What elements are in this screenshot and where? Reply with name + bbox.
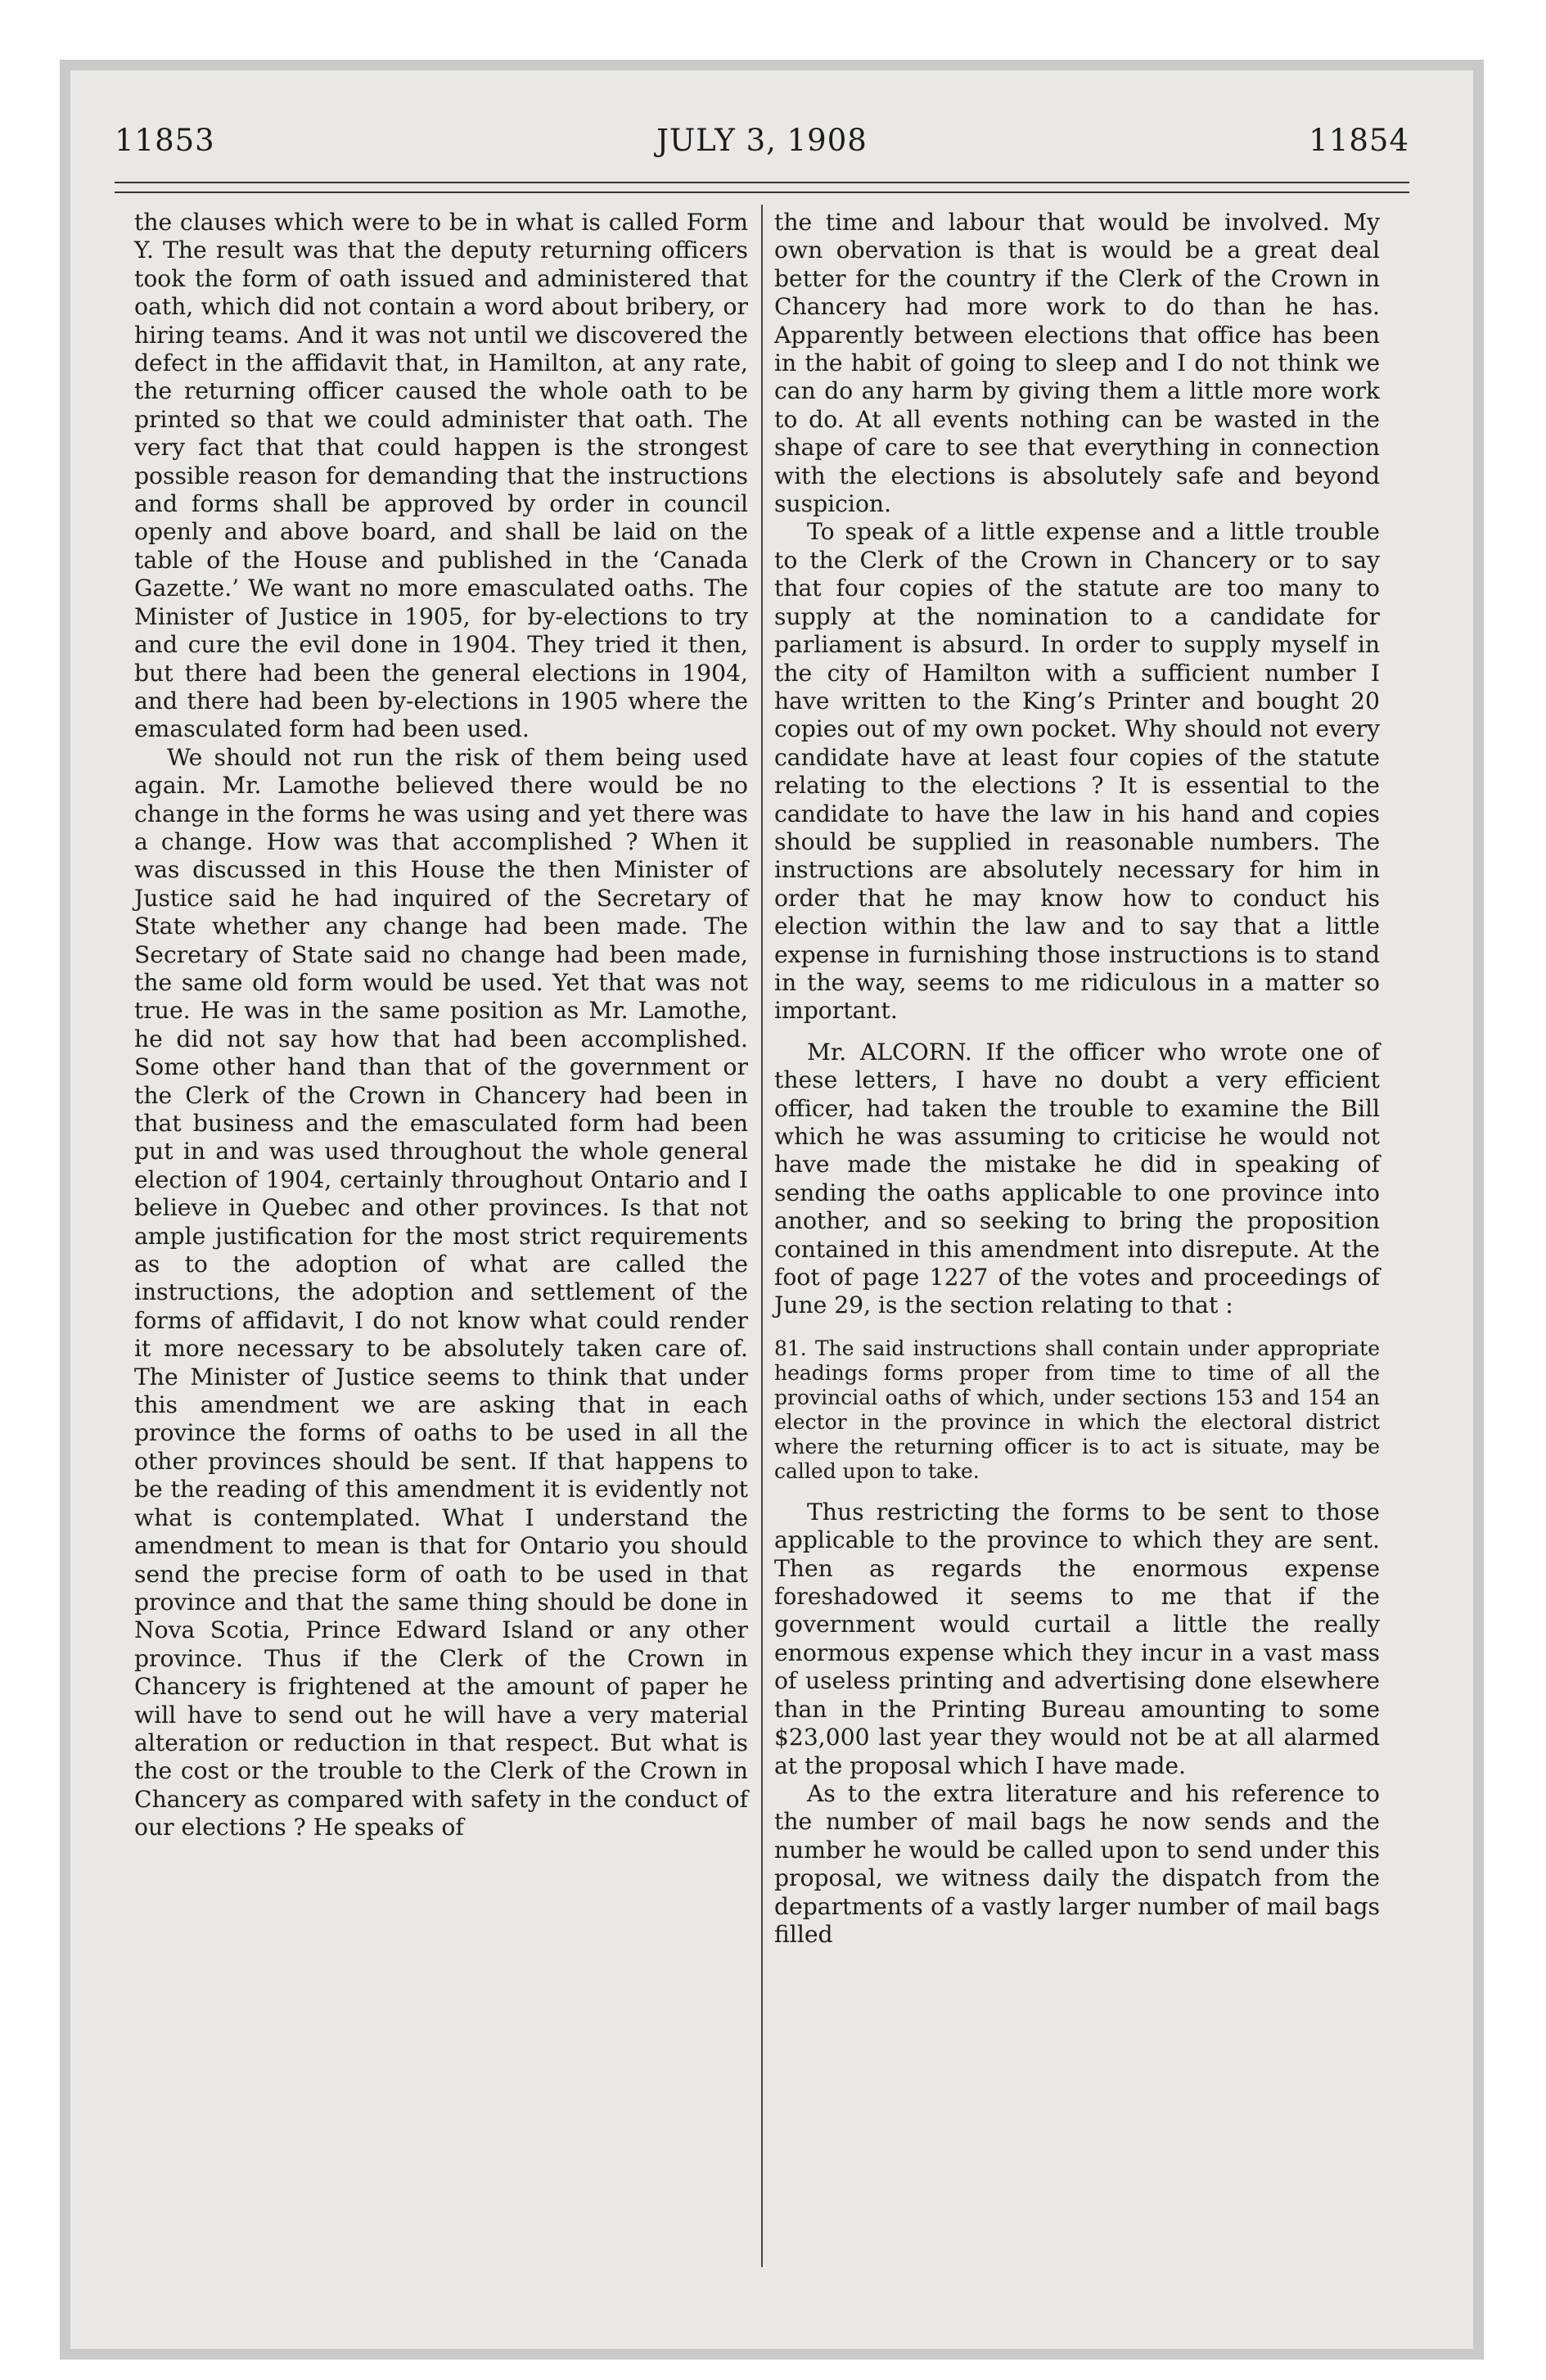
left-paragraph-2: We should not run the risk of them being used again. Mr. Lamothe believed there would be no change in the forms he was using and yet there was a change. How was that accomplished ? When it was discussed in this House the then Minister of Justice said he had inquired of the Secretary of State whether any change had been made. The Secretary of State said no change had been made, the same old form would be used. Yet that was not true. He was in the same position as Mr. Lamothe, he did not say how that had been accomplished. Some other hand than that of the government or the Clerk of the Crown in Chancery had been in that business and the emasculated form had been put in and was used throughout the whole general election of 1904, certainly throughout Ontario and I believe in Quebec and other provinces. Is that not ample justification for the most strict requirements as to the adoption of what are called the instructions, the adoption and settlement of the forms of affidavit, I do not know what could render it more necessary to be absolutely taken care of. The Minister of Justice seems to think that under this amendment we are asking that in each province the forms of oaths to be used in all the other provinces should be sent. If that happens to be the reading of this amendment it is evidently not what is contemplated. What I understand the amendment to mean is that for Ontario you should send the precise form of oath to be used in that province and that the same thing should be done in Nova Scotia, Prince Edward Island or any other province. Thus if the Clerk of the Crown in Chancery is frightened at the amount of paper he will have to send out he will have a very material alteration or reduction in that respect. But what is the cost or the trouble to the Clerk of the Crown in Chancery as compared with safety in the conduct of our elections ? He speaks of [134, 743, 748, 1841]
left-paragraph-1: the clauses which were to be in what is called Form Y. The result was that the deputy returning officers took the form of oath issued and administered that oath, which did not contain a word about bribery, or hiring teams. And it was not until we discovered the defect in the affidavit that, in Hamilton, at any rate, the returning officer caused the whole oath to be printed so that we could administer that oath. The very fact that that could happen is the strongest possible reason for demanding that the instructions and forms shall be approved by order in council openly and above board, and shall be laid on the table of the House and published in the ‘Canada Gazette.’ We want no more emasculated oaths. The Minister of Justice in 1905, for by-elections to try and cure the evil done in 1904. They tried it then, but there had been the general elections in 1904, and there had been by-elections in 1905 where the emasculated form had been used. [134, 209, 748, 743]
left-column [134, 209, 748, 1842]
column-divider [761, 205, 763, 2267]
right-paragraph-4: Thus restricting the forms to be sent to those applicable to the province to which they are sent. Then as regards the enormous expense foreshadowed it seems to me that if the government would curtail a little the really enormous expense which they incur in a vast mass of useless printing and advertising done elsewhere than in the Printing Bureau amounting to some $23,000 last year they would not be at all alarmed at the proposal which I have made. [774, 1498, 1380, 1779]
page-header [115, 123, 1409, 172]
quoted-section-81: 81. The said instructions shall contain under appropriate headings forms proper from time to time of all the provincial oaths of which, under sections 153 and 154 an elector in the province in which the electoral district where the returning officer is to act is situate, may be called upon to take. [774, 1336, 1380, 1483]
header-double-rule [115, 182, 1409, 193]
right-paragraph-5: As to the extra literature and his reference to the number of mail bags he now sends and the number he would be called upon to send under this proposal, we witness daily the dispatch from the departments of a vastly larger number of mail bags filled [774, 1779, 1380, 1948]
right-column [774, 209, 1380, 1949]
page-number-left: 11853 [115, 123, 215, 158]
page-number-right: 11854 [1309, 123, 1409, 158]
right-paragraph-1: the time and labour that would be involved. My own obervation is that is would be a great deal better for the country if the Clerk of the Crown in Chancery had more work to do than he has. Apparently between elections that office has been in the habit of going to sleep and I do not think we can do any harm by giving them a little more work to do. At all events nothing can be wasted in the shape of care to see that everything in connection with the elections is absolutely safe and beyond suspicion. [774, 209, 1380, 518]
page-date: JULY 3, 1908 [656, 123, 868, 158]
right-paragraph-alcorn: Mr. ALCORN. If the officer who wrote one of these letters, I have no doubt a very efficient officer, had taken the trouble to examine the Bill which he was assuming to criticise he would not have made the mistake he did in speaking of sending the oaths applicable to one province into another, and so seeking to bring the proposition contained in this amendment into disrepute. At the foot of page 1227 of the votes and proceedings of June 29, is the section relating to that : [774, 1038, 1380, 1319]
right-paragraph-2: To speak of a little expense and a little trouble to the Clerk of the Crown in Chancery or to say that four copies of the statute are too many to supply at the nomination to a candidate for parliament is absurd. In order to supply myself in the city of Hamilton with a sufficient number I have written to the King’s Printer and bought 20 copies out of my own pocket. Why should not every candidate have at least four copies of the statute relating to the elections ? It is essential to the candidate to have the law in his hand and copies should be supplied in reasonable numbers. The instructions are absolutely necessary for him in order that he may know how to conduct his election within the law and to say that a little expense in furnishing those instructions is to stand in the way, seems to me ridiculous in a matter so important. [774, 518, 1380, 1025]
